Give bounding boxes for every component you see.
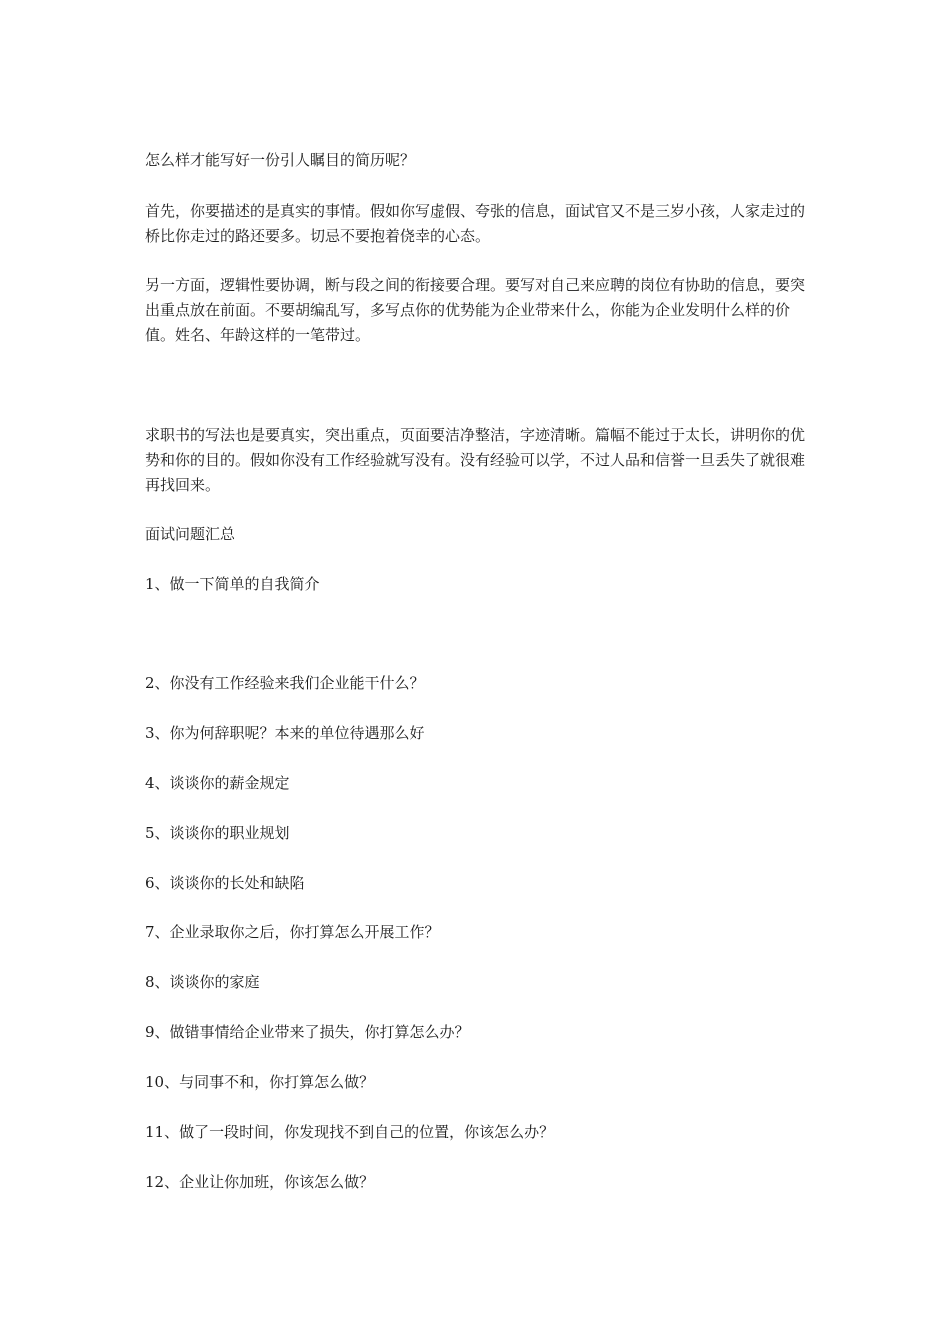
document-title: 怎么样才能写好一份引人瞩目的简历呢？ xyxy=(145,151,416,169)
question-item: 2、你没有工作经验来我们企业能干什么？ xyxy=(145,674,425,692)
question-item: 12、企业让你加班，你该怎么做？ xyxy=(145,1173,375,1191)
question-item: 7、企业录取你之后，你打算怎么开展工作？ xyxy=(145,923,440,941)
question-item: 11、做了一段时间，你发现找不到自己的位置，你该怎么办？ xyxy=(145,1123,555,1141)
question-item: 4、谈谈你的薪金规定 xyxy=(145,774,290,792)
question-item: 3、你为何辞职呢？本来的单位待遇那么好 xyxy=(145,724,425,742)
paragraph-cover-letter: 求职书的写法也是要真实，突出重点，页面要洁净整洁，字迹清晰。篇幅不能过于太长，讲明你的优势和你的目的。假如你没有工作经验就写没有。没有经验可以学，不过人品和信誉一旦丢失了就很难再找回来。 xyxy=(145,426,806,494)
question-item: 9、做错事情给企业带来了损失，你打算怎么办？ xyxy=(145,1023,470,1041)
paragraph-logic: 另一方面，逻辑性要协调，断与段之间的衔接要合理。要写对自己来应聘的岗位有协助的信息，要突出重点放在前面。不要胡编乱写，多写点你的优势能为企业带来什么，你能为企业发明什么样的价值。姓名、年龄这样的一笔带过。 xyxy=(145,276,806,344)
question-item: 6、谈谈你的长处和缺陷 xyxy=(145,874,305,892)
paragraph-authenticity: 首先，你要描述的是真实的事情。假如你写虚假、夸张的信息，面试官又不是三岁小孩，人家走过的桥比你走过的路还要多。切忌不要抱着侥幸的心态。 xyxy=(145,202,806,245)
question-item: 10、与同事不和，你打算怎么做？ xyxy=(145,1073,375,1091)
question-item: 8、谈谈你的家庭 xyxy=(145,973,260,991)
question-item: 1、做一下简单的自我简介 xyxy=(145,575,320,593)
question-item: 5、谈谈你的职业规划 xyxy=(145,824,290,842)
section-heading: 面试问题汇总 xyxy=(145,525,236,543)
